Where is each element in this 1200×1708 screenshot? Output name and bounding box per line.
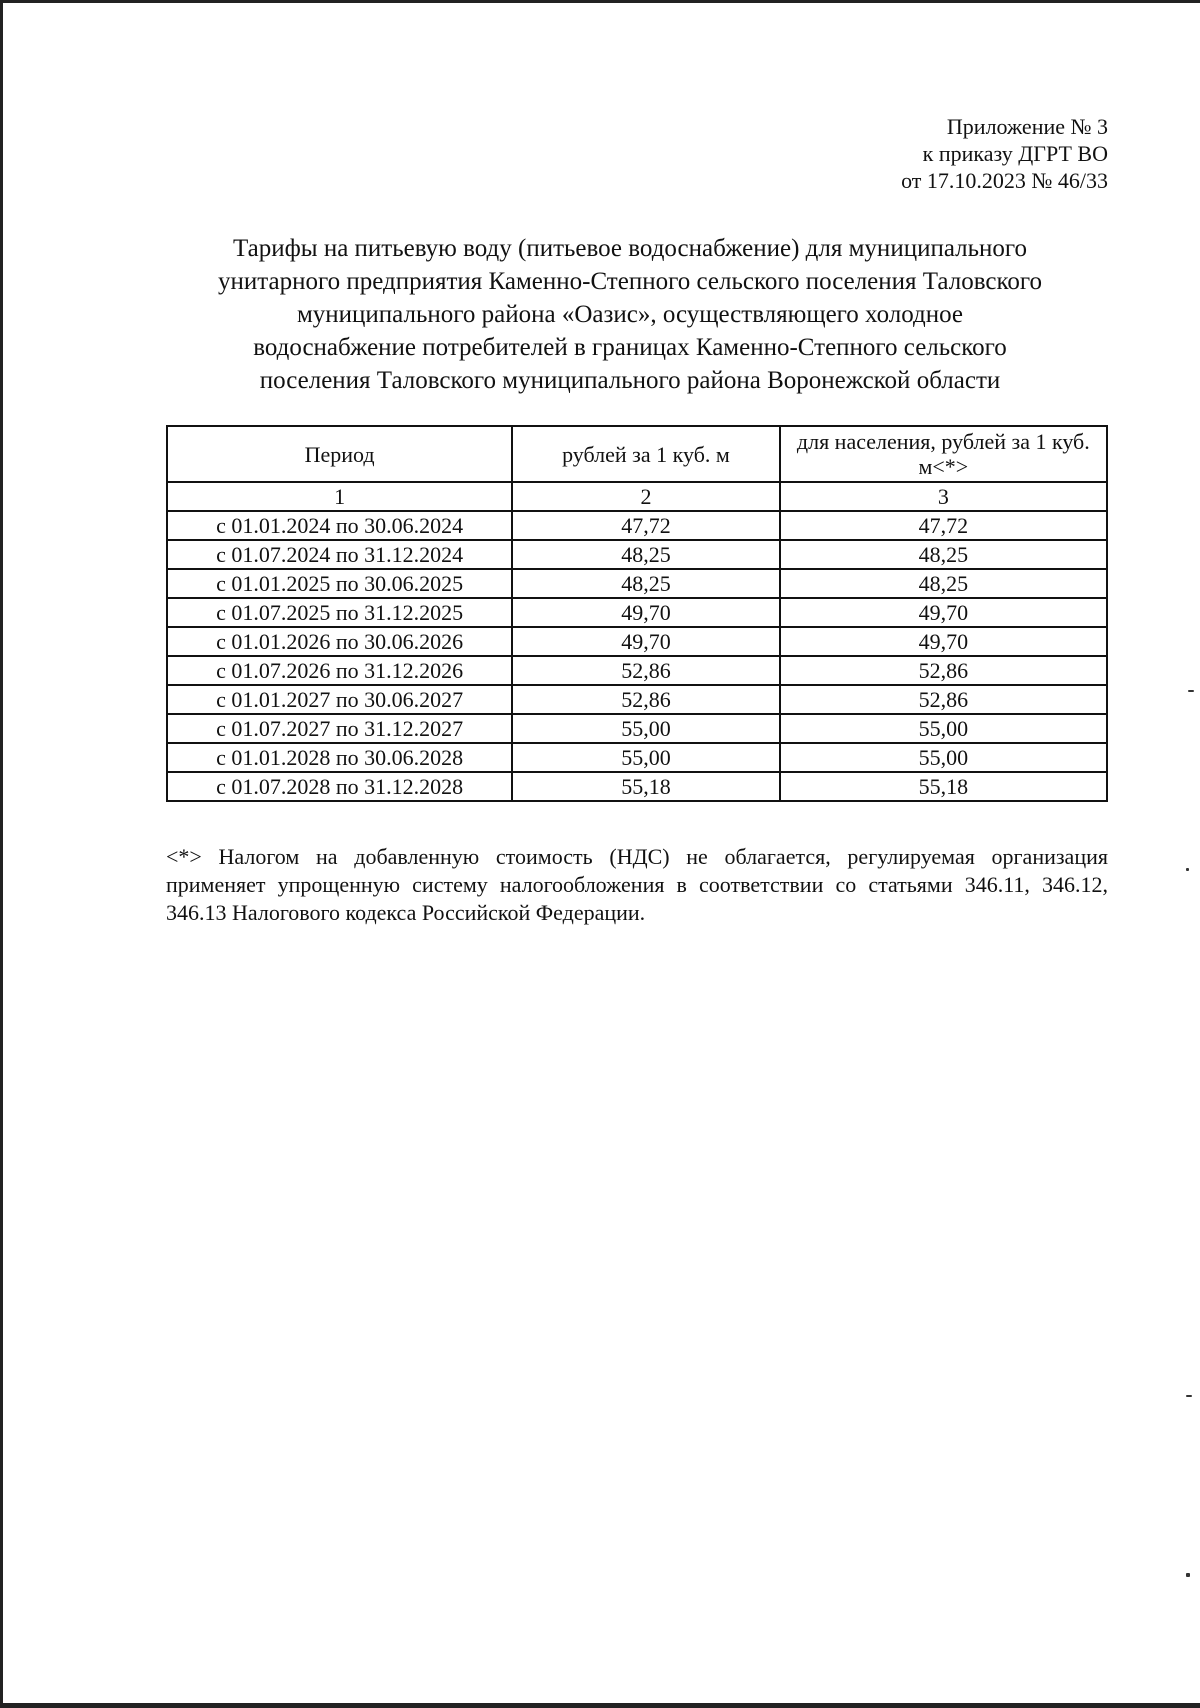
period-cell: с 01.07.2024 по 31.12.2024	[167, 540, 512, 569]
table-row	[167, 685, 1107, 714]
table-row	[167, 598, 1107, 627]
population-rate-cell: 55,00	[780, 743, 1107, 772]
rate-cell: 55,00	[512, 714, 779, 743]
rate-cell: 48,25	[512, 569, 779, 598]
table-row	[167, 540, 1107, 569]
title-line: муниципального района «Оазис», осуществляющего холодное	[296, 301, 964, 328]
period-cell: с 01.07.2025 по 31.12.2025	[167, 598, 512, 627]
population-rate-cell: 55,00	[780, 714, 1107, 743]
period-cell: с 01.01.2026 по 30.06.2026	[167, 627, 512, 656]
title-line: унитарного предприятия Каменно-Степного сельского поселения Таловского	[218, 268, 1042, 295]
document-title	[155, 232, 1105, 397]
period-cell: с 01.01.2025 по 30.06.2025	[167, 569, 512, 598]
period-cell: с 01.01.2024 по 30.06.2024	[167, 511, 512, 540]
table-row	[167, 714, 1107, 743]
rate-cell: 49,70	[512, 627, 779, 656]
appendix-order: к приказу ДГРТ ВО	[922, 141, 1108, 166]
population-rate-cell: 48,25	[780, 569, 1107, 598]
title-line: Тарифы на питьевую воду (питьевое водоснабжение) для муниципального	[232, 235, 1028, 262]
column-number: 2	[512, 482, 779, 511]
rate-cell: 55,18	[512, 772, 779, 801]
title-line: водоснабжение потребителей в границах Каменно-Степного сельского	[253, 334, 1007, 361]
tariffs-table	[166, 425, 1108, 802]
population-rate-cell: 52,86	[780, 656, 1107, 685]
period-cell: с 01.01.2027 по 30.06.2027	[167, 685, 512, 714]
scan-edge-top	[0, 0, 1200, 3]
scan-speck	[1188, 690, 1194, 692]
population-rate-cell: 52,86	[780, 685, 1107, 714]
scan-edge-left	[0, 0, 3, 1708]
period-cell: с 01.07.2026 по 31.12.2026	[167, 656, 512, 685]
table-row	[167, 569, 1107, 598]
table-header-row	[167, 426, 1107, 482]
header-population-rate: для населения, рублей за 1 куб. м<*>	[780, 426, 1107, 482]
rate-cell: 52,86	[512, 656, 779, 685]
header-period: Период	[167, 426, 512, 482]
scan-speck	[1186, 1395, 1192, 1397]
rate-cell: 48,25	[512, 540, 779, 569]
rate-cell: 49,70	[512, 598, 779, 627]
table-row	[167, 743, 1107, 772]
table-row	[167, 772, 1107, 801]
period-cell: с 01.01.2028 по 30.06.2028	[167, 743, 512, 772]
population-rate-cell: 55,18	[780, 772, 1107, 801]
title-line: поселения Таловского муниципального района Воронежской области	[259, 367, 1001, 394]
scan-speck	[1186, 868, 1189, 871]
period-cell: с 01.07.2027 по 31.12.2027	[167, 714, 512, 743]
tariff-rows	[167, 511, 1107, 801]
population-rate-cell: 48,25	[780, 540, 1107, 569]
population-rate-cell: 47,72	[780, 511, 1107, 540]
footnote: <*> Налогом на добавленную стоимость (НДС) не облагается, регулируемая организация применяет упрощенную систему налогообложения в соответствии со статьями 346.11, 346.12, 346.13 Налогового кодекса Российской Федерации.	[166, 844, 1108, 925]
scan-speck	[1186, 1573, 1190, 1577]
rate-cell: 55,00	[512, 743, 779, 772]
population-rate-cell: 49,70	[780, 598, 1107, 627]
table-row	[167, 656, 1107, 685]
table-row	[167, 511, 1107, 540]
column-number-row	[167, 482, 1107, 511]
appendix-date: от 17.10.2023 № 46/33	[901, 168, 1108, 193]
header-rate: рублей за 1 куб. м	[512, 426, 779, 482]
table-row	[167, 627, 1107, 656]
population-rate-cell: 49,70	[780, 627, 1107, 656]
scan-edge-bottom	[0, 1703, 1200, 1708]
column-number: 1	[167, 482, 512, 511]
period-cell: с 01.07.2028 по 31.12.2028	[167, 772, 512, 801]
appendix-number: Приложение № 3	[946, 114, 1108, 139]
rate-cell: 52,86	[512, 685, 779, 714]
column-number: 3	[780, 482, 1107, 511]
rate-cell: 47,72	[512, 511, 779, 540]
appendix-reference	[901, 113, 1108, 194]
